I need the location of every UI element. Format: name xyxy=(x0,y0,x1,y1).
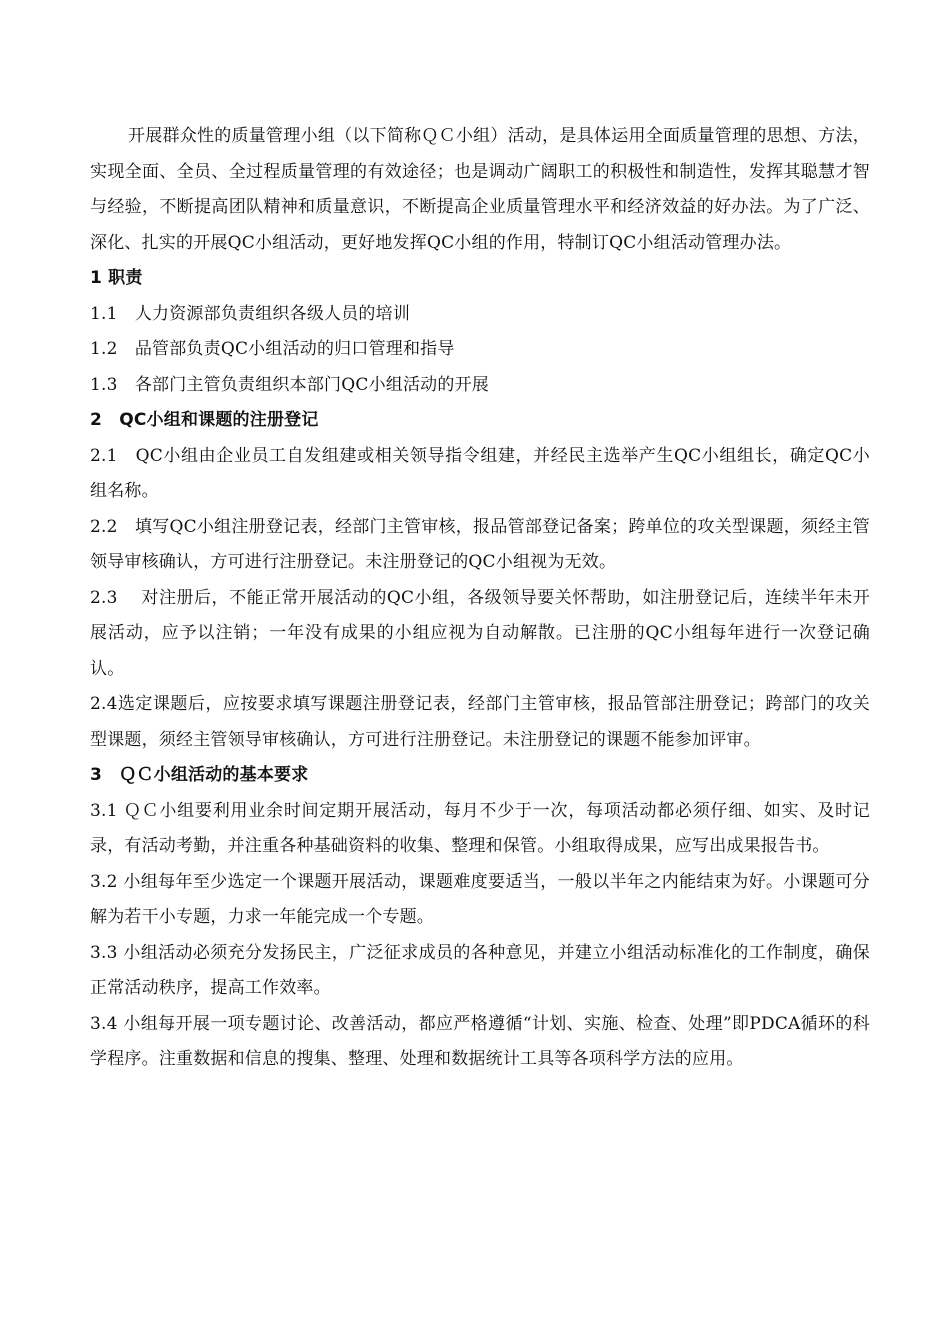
intro-paragraph: 开展群众性的质量管理小组（以下简称ＱＣ小组）活动，是具体运用全面质量管理的思想、方法，实现全面、全员、全过程质量管理的有效途径；也是调动广阔职工的积极性和制造性，发挥其聪慧才智与经验，不断提高团队精神和质量意识，不断提高企业质量管理水平和经济效益的好办法。为了广泛、深化、扎实的开展QC小组活动，更好地发挥QC小组的作用，特制订QC小组活动管理办法。 xyxy=(90,126,870,253)
clause-1-2: 1.2 品管部负责QC小组活动的归口管理和指导 xyxy=(90,339,455,359)
clause-2-4: 2.4选定课题后，应按要求填写课题注册登记表，经部门主管审核，报品管部注册登记；跨部门的攻关型课题，须经主管领导审核确认，方可进行注册登记。未注册登记的课题不能参加评审。 xyxy=(90,694,870,750)
clause-1-3: 1.3 各部门主管负责组织本部门QC小组活动的开展 xyxy=(90,374,489,395)
clause-1-1: 1.1 人力资源部负责组织各级人员的培训 xyxy=(90,303,411,324)
section-heading-basic-requirements: 3 ＱＣ小组活动的基本要求 xyxy=(90,765,309,785)
clause-3-1: 3.1 ＱＣ小组要利用业余时间定期开展活动，每月不少于一次，每项活动都必须仔细、如实、及时记录，有活动考勤，并注重各种基础资料的收集、整理和保管。小组取得成果，应写出成果报告书。 xyxy=(90,800,870,856)
clause-3-4: 3.4 小组每开展一项专题讨论、改善活动，都应严格遵循“计划、实施、检查、处理”即PDCA循环的科学程序。注重数据和信息的搜集、整理、处理和数据统计工具等各项科学方法的应用。 xyxy=(90,1013,870,1069)
clause-2-1: 2.1 QC小组由企业员工自发组建或相关领导指令组建，并经民主选举产生QC小组组长，确定QC小组名称。 xyxy=(90,445,870,501)
section-heading-registration: 2 QC小组和课题的注册登记 xyxy=(90,410,319,430)
clause-3-3: 3.3 小组活动必须充分发扬民主，广泛征求成员的各种意见，并建立小组活动标准化的工作制度，确保正常活动秩序，提高工作效率。 xyxy=(90,942,870,998)
clause-2-3: 2.3 对注册后，不能正常开展活动的QC小组，各级领导要关怀帮助，如注册登记后，连续半年未开展活动，应予以注销；一年没有成果的小组应视为自动解散。已注册的QC小组每年进行一次登记确认。 xyxy=(90,587,870,679)
document-body xyxy=(90,119,870,1078)
clause-3-2: 3.2 小组每年至少选定一个课题开展活动，课题难度要适当，一般以半年之内能结束为好。小课题可分解为若干小专题，力求一年能完成一个专题。 xyxy=(90,871,870,927)
clause-2-2: 2.2 填写QC小组注册登记表，经部门主管审核，报品管部登记备案；跨单位的攻关型课题，须经主管领导审核确认，方可进行注册登记。未注册登记的QC小组视为无效。 xyxy=(90,516,870,572)
section-heading-responsibilities: 1 职责 xyxy=(90,268,143,288)
